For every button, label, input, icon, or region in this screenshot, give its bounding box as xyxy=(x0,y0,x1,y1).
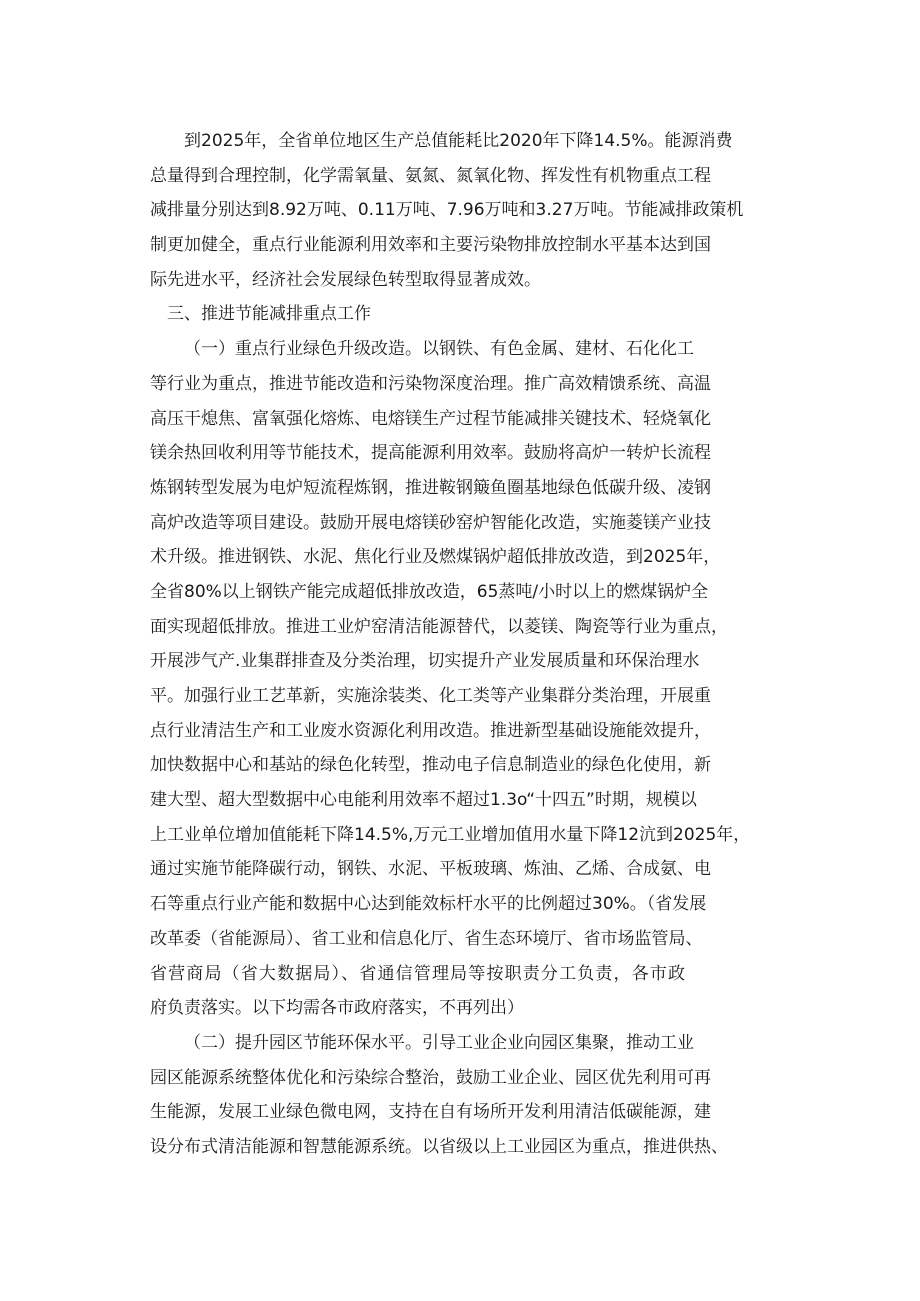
item-1-line: 镁余热回收利用等节能技术，提高能源利用效率。鼓励将高炉一转炉长流程 xyxy=(150,443,711,464)
item-1-line: 上工业单位增加值能耗下降14.5%,万元工业增加值用水量下降12沆到2025年， xyxy=(150,824,751,845)
item-1-line: 点行业清洁生产和工业废水资源化利用改造。推进新型基础设施能效提升， xyxy=(150,720,711,741)
item-1-line: 通过实施节能降碳行动，钢铁、水泥、平板玻璃、炼油、乙烯、合成氨、电 xyxy=(150,859,711,880)
item-2-line: 生能源，发展工业绿色微电网，支持在自有场所开发利用清洁低碳能源，建 xyxy=(150,1102,711,1123)
item-1-line: 加快数据中心和基站的绿色化转型，推动电子信息制造业的绿色化使用，新 xyxy=(150,755,711,776)
item-1-line: 开展涉气产.业集群排查及分类治理，切实提升产业发展质量和环保治理水 xyxy=(150,651,700,672)
item-1-line: 炼钢转型发展为电炉短流程炼钢，推进鞍钢簸鱼圈基地绿色低碳升级、凌钢 xyxy=(150,477,711,498)
item-1-line: （一）重点行业绿色升级改造。以钢铁、有色金属、建材、石化化工 xyxy=(184,339,694,360)
paragraph-intro-line: 到2025年，全省单位地区生产总值能耗比2020年下降14.5%。能源消费 xyxy=(184,131,733,151)
item-2-line: 设分布式清洁能源和智慧能源系统。以省级以上工业园区为重点，推进供热、 xyxy=(150,1136,728,1157)
item-1-line: 等行业为重点，推进节能改造和污染物深度治理。推广高效精馈系统、高温 xyxy=(150,373,711,394)
item-1-line: 全省80%以上钢铁产能完成超低排放改造，65蒸吨/小时以上的燃煤锅炉全 xyxy=(150,581,709,602)
item-1-line: 建大型、超大型数据中心电能利用效率不超过1.3o“十四五”时期，规模以 xyxy=(150,790,697,811)
item-1-line: 省营商局（省大数据局）、省通信管理局等按职责分工负责，各市政 xyxy=(150,963,685,984)
item-1-line: 府负责落实。以下均需各市政府落实，不再列出） xyxy=(150,998,524,1019)
paragraph-intro-line: 际先进水平，经济社会发展绿色转型取得显著成效。 xyxy=(150,269,541,290)
paragraph-intro-line: 减排量分别达到8.92万吨、0.11万吨、7.96万吨和3.27万吨。节能减排政策机 xyxy=(150,200,744,221)
document-body xyxy=(150,124,751,1165)
item-2-line: （二）提升园区节能环保水平。引导工业企业向园区集聚，推动工业 xyxy=(184,1032,694,1053)
item-1-line: 平。加强行业工艺革新，实施涂装类、化工类等产业集群分类治理，开展重 xyxy=(150,686,711,706)
item-1-line: 石等重点行业产能和数据中心达到能效标杆水平的比例超过30%。（省发展 xyxy=(150,894,707,915)
item-1-line: 高压干熄焦、富氧强化熔炼、电熔镁生产过程节能减排关键技术、轻烧氧化 xyxy=(150,408,711,429)
item-1-line: 高炉改造等项目建设。鼓励开展电熔镁砂窑炉智能化改造，实施菱镁产业技 xyxy=(150,512,711,533)
item-1-line: 术升级。推进钢铁、水泥、焦化行业及燃煤锅炉超低排放改造，到2025年， xyxy=(150,547,721,568)
item-1-line: 改革委（省能源局）、省工业和信息化厅、省生态环境厅、省市场监管局、 xyxy=(150,928,703,949)
item-2-line: 园区能源系统整体优化和污染综合整治，鼓励工业企业、园区优先利用可再 xyxy=(150,1067,711,1088)
paragraph-intro-line: 制更加健全，重点行业能源利用效率和主要污染物排放控制水平基本达到国 xyxy=(150,235,711,256)
paragraph-intro-line: 总量得到合理控制，化学需氧量、氨氮、氮氧化物、挥发性有机物重点工程 xyxy=(150,165,711,186)
section-heading: 三、推进节能减排重点工作 xyxy=(167,304,371,325)
item-1-line: 面实现超低排放。推进工业炉窑清洁能源替代，以菱镁、陶瓷等行业为重点， xyxy=(150,616,728,637)
